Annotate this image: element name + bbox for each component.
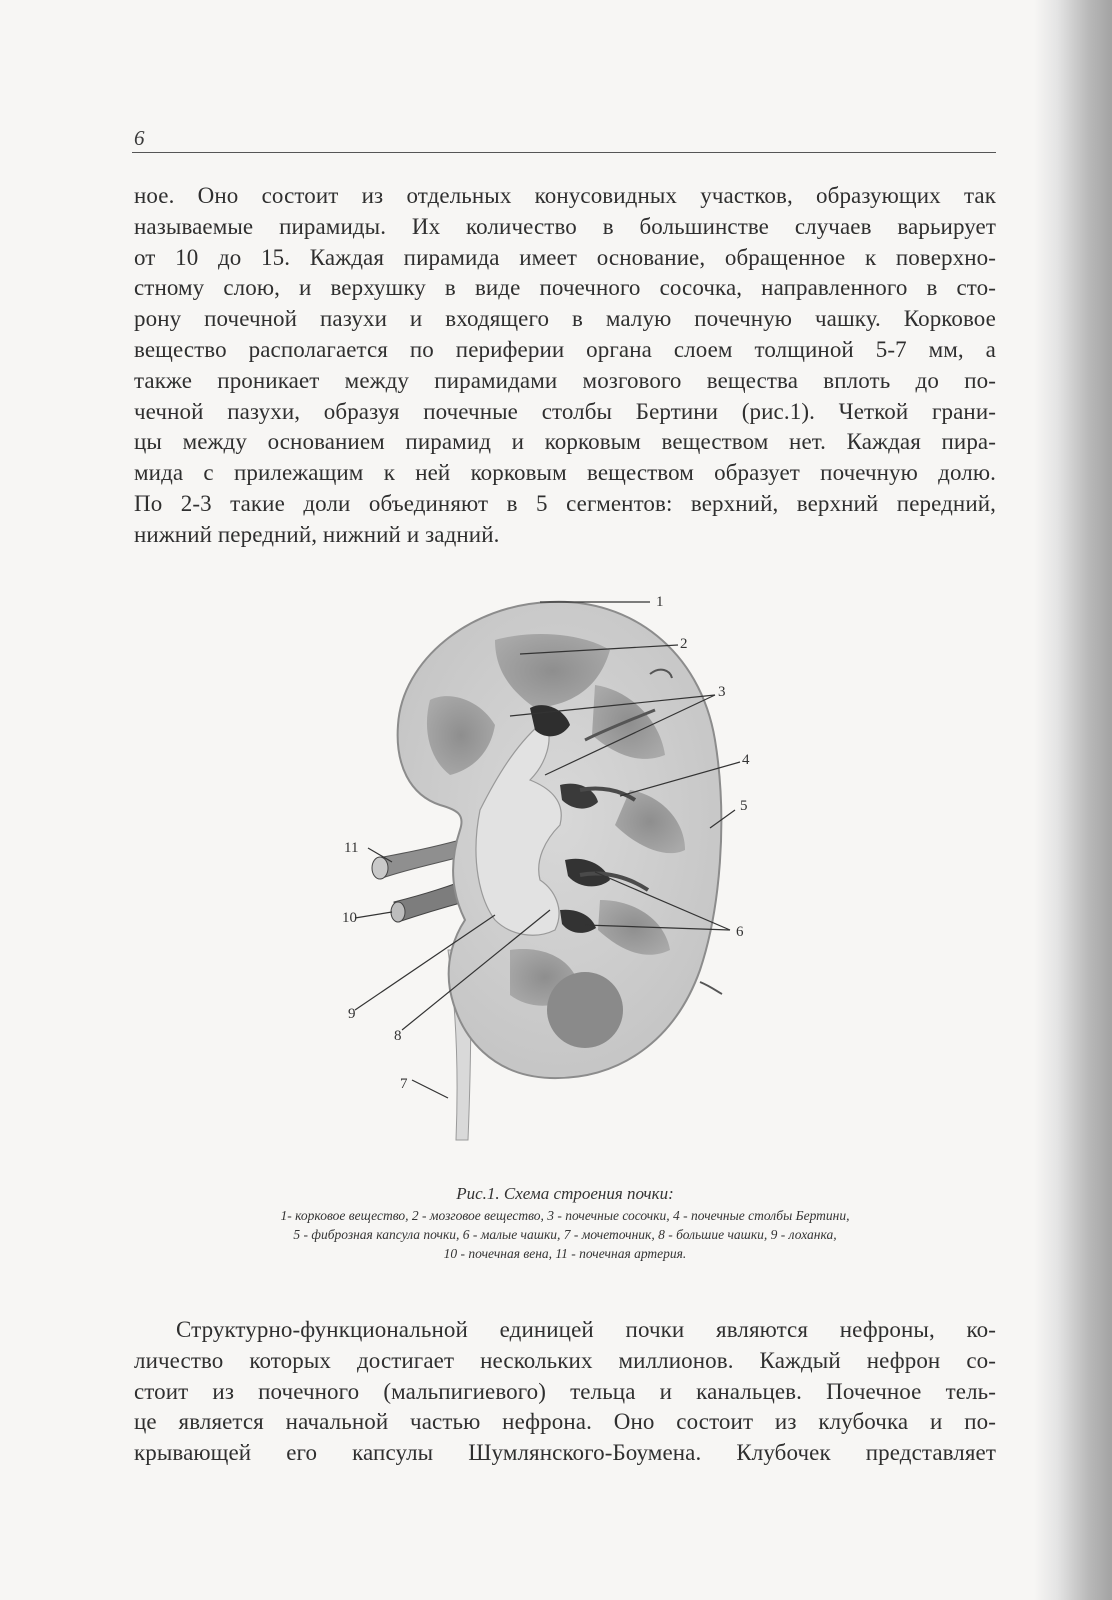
text-line: цы между основанием пирамид и корковым веществом нет. Каждая пира- bbox=[134, 429, 996, 455]
pyramid-cross-section bbox=[547, 972, 623, 1048]
figure-label-4: 4 bbox=[742, 752, 750, 768]
figure-label-5: 5 bbox=[740, 798, 748, 814]
text-line: крывающей его капсулы Шумлянского-Боумена. Клубочек представляет bbox=[134, 1440, 996, 1466]
text-line: мида с прилежащим к ней корковым веществом образует почечную долю. bbox=[134, 460, 996, 486]
text-line: стному слою, и верхушку в виде почечного сосочка, направленного в сто- bbox=[134, 275, 996, 301]
book-spine-shadow bbox=[1034, 0, 1112, 1600]
figure-label-3: 3 bbox=[718, 684, 726, 700]
paragraph-2 bbox=[134, 1315, 996, 1469]
text-line: ное. Оно состоит из отдельных конусовидных участков, образующих так bbox=[134, 183, 996, 208]
text-line: чечной пазухи, образуя почечные столбы Бертини (рис.1). Четкой грани- bbox=[134, 398, 996, 424]
artery-opening bbox=[372, 857, 388, 879]
text-line: рону почечной пазухи и входящего в малую почечную чашку. Корковое bbox=[134, 306, 996, 332]
vein-opening bbox=[391, 902, 405, 922]
page-number: 6 bbox=[134, 126, 145, 150]
text-line: личество которых достигает нескольких миллионов. Каждый нефрон со- bbox=[134, 1347, 996, 1373]
figure-label-6: 6 bbox=[736, 924, 744, 940]
paragraph-1 bbox=[134, 181, 996, 551]
renal-artery bbox=[378, 840, 464, 878]
figure-caption-line: 5 - фиброзная капсула почки, 6 - малые чашки, 7 - мочеточник, 8 - большие чашки, 9 - лоханка, bbox=[293, 1227, 837, 1242]
figure-label-8: 8 bbox=[394, 1028, 402, 1044]
leader-line bbox=[412, 1080, 448, 1098]
figure-label-7: 7 bbox=[400, 1076, 408, 1092]
figure-caption-line: 10 - почечная вена, 11 - почечная артерия. bbox=[443, 1246, 687, 1261]
figure-label-9: 9 bbox=[348, 1006, 356, 1022]
text-line: це является начальной частью нефрона. Оно состоит из клубочка и по- bbox=[134, 1409, 996, 1435]
figure-label-11: 11 bbox=[344, 840, 359, 856]
header-rule bbox=[132, 152, 996, 153]
figure-label-2: 2 bbox=[680, 636, 688, 652]
text-line: от 10 до 15. Каждая пирамида имеет основание, обращенное к поверхно- bbox=[134, 244, 996, 270]
leader-line bbox=[355, 912, 392, 918]
kidney-figure bbox=[330, 590, 790, 1180]
text-line: Структурно-функциональной единицей почки являются нефроны, ко- bbox=[176, 1317, 996, 1342]
figure-label-10: 10 bbox=[342, 910, 357, 926]
kidney-diagram bbox=[330, 590, 790, 1180]
text-line: называемые пирамиды. Их количество в большинстве случаев варьирует bbox=[134, 213, 996, 239]
text-line: стоит из почечного (мальпигиевого) тельца и канальцев. Почечное тель- bbox=[134, 1378, 996, 1404]
figure-label-1: 1 bbox=[656, 594, 664, 610]
text-line: По 2-3 такие доли объединяют в 5 сегментов: верхний, верхний передний, bbox=[134, 490, 996, 516]
capsule-vessel bbox=[700, 982, 722, 994]
figure-caption-title: Рис.1. Схема строения почки: bbox=[456, 1184, 674, 1203]
text-line: также проникает между пирамидами мозгового вещества вплоть до по- bbox=[134, 367, 996, 393]
text-line: нижний передний, нижний и задний. bbox=[134, 521, 500, 547]
text-line: вещество располагается по периферии органа слоем толщиной 5-7 мм, а bbox=[134, 336, 996, 362]
figure-caption-line: 1- корковое вещество, 2 - мозговое вещество, 3 - почечные сосочки, 4 - почечные столбы Бертини, bbox=[280, 1208, 850, 1223]
